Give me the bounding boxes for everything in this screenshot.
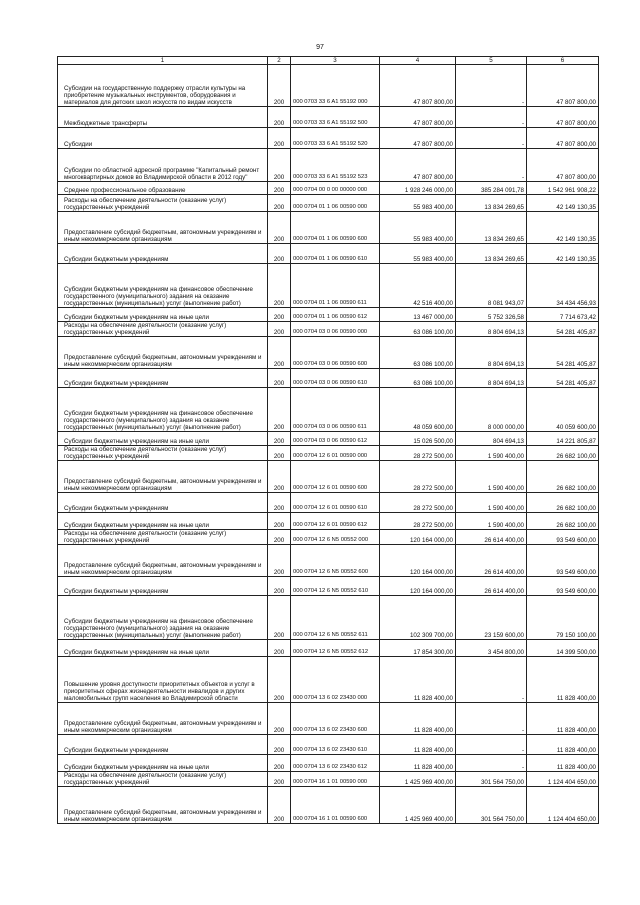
row-code-cell: 200 [268, 461, 291, 493]
row-remaining-amount-cell: 79 150 100,00 [527, 596, 599, 640]
table-row [58, 577, 599, 596]
table-row [58, 755, 599, 772]
row-code-cell: 200 [268, 530, 291, 545]
row-executed-amount-cell: 5 752 326,58 [456, 308, 527, 322]
row-approved-amount-cell: 47 807 800,00 [380, 65, 456, 107]
row-executed-amount-cell: 301 564 750,00 [456, 787, 527, 824]
table-row [58, 182, 599, 195]
row-remaining-amount-cell: 26 682 100,00 [527, 493, 599, 513]
table-row [58, 772, 599, 787]
row-name-cell: Предоставление субсидий бюджетным, автономным учреждениям и иным некоммерческим организациям [58, 703, 268, 735]
table-row [58, 432, 599, 446]
row-remaining-amount-cell: 93 549 600,00 [527, 545, 599, 577]
row-executed-amount-cell: 385 284 091,78 [456, 182, 527, 195]
row-remaining-amount-cell: 47 807 800,00 [527, 128, 599, 149]
row-classification-code-cell: 000 0704 12 6 01 00590 600 [291, 461, 380, 493]
row-executed-amount-cell: - [456, 735, 527, 755]
row-code-cell: 200 [268, 703, 291, 735]
table-row [58, 149, 599, 182]
row-executed-amount-cell: 26 614 400,00 [456, 577, 527, 596]
row-classification-code-cell: 000 0704 01 1 06 00590 600 [291, 212, 380, 244]
row-name-cell: Расходы на обеспечение деятельности (оказание услуг) государственных учреждений [58, 772, 268, 787]
row-approved-amount-cell: 102 309 700,00 [380, 596, 456, 640]
row-approved-amount-cell: 47 807 800,00 [380, 149, 456, 182]
row-code-cell: 200 [268, 264, 291, 308]
table-row [58, 657, 599, 703]
row-code-cell: 200 [268, 65, 291, 107]
row-executed-amount-cell: - [456, 128, 527, 149]
row-remaining-amount-cell: 1 124 404 650,00 [527, 772, 599, 787]
row-code-cell: 200 [268, 195, 291, 212]
row-classification-code-cell: 000 0704 13 6 02 23430 000 [291, 657, 380, 703]
row-executed-amount-cell: 1 590 400,00 [456, 446, 527, 461]
page-number: 97 [316, 44, 324, 51]
row-code-cell: 200 [268, 182, 291, 195]
row-executed-amount-cell: - [456, 149, 527, 182]
row-name-cell: Субсидии бюджетным учреждениям [58, 577, 268, 596]
row-classification-code-cell: 000 0704 16 1 01 00590 600 [291, 787, 380, 824]
row-name-cell: Расходы на обеспечение деятельности (оказание услуг) государственных учреждений [58, 195, 268, 212]
row-remaining-amount-cell: 26 682 100,00 [527, 461, 599, 493]
row-name-cell: Предоставление субсидий бюджетным, автономным учреждениям и иным некоммерческим организациям [58, 461, 268, 493]
row-approved-amount-cell: 55 983 400,00 [380, 244, 456, 264]
row-remaining-amount-cell: 1 542 961 908,22 [527, 182, 599, 195]
row-approved-amount-cell: 15 026 500,00 [380, 432, 456, 446]
budget-table [57, 56, 599, 824]
table-header-row [58, 57, 599, 65]
row-remaining-amount-cell: 1 124 404 650,00 [527, 787, 599, 824]
row-name-cell: Субсидии [58, 128, 268, 149]
row-code-cell: 200 [268, 107, 291, 128]
table-row [58, 787, 599, 824]
column-header: 2 [268, 57, 291, 65]
row-name-cell: Среднее профессиональное образование [58, 182, 268, 195]
row-name-cell: Субсидии бюджетным учреждениям на иные цели [58, 640, 268, 657]
row-approved-amount-cell: 17 854 300,00 [380, 640, 456, 657]
row-remaining-amount-cell: 11 828 400,00 [527, 657, 599, 703]
column-header: 5 [456, 57, 527, 65]
row-approved-amount-cell: 55 983 400,00 [380, 212, 456, 244]
row-code-cell: 200 [268, 337, 291, 369]
row-approved-amount-cell: 120 164 000,00 [380, 530, 456, 545]
row-code-cell: 200 [268, 513, 291, 530]
row-remaining-amount-cell: 14 399 500,00 [527, 640, 599, 657]
row-approved-amount-cell: 63 086 100,00 [380, 322, 456, 337]
row-code-cell: 200 [268, 545, 291, 577]
row-name-cell: Субсидии бюджетным учреждениям [58, 735, 268, 755]
row-executed-amount-cell: 8 081 943,07 [456, 264, 527, 308]
row-classification-code-cell: 000 0703 33 6 A1 55192 500 [291, 107, 380, 128]
row-remaining-amount-cell: 11 828 400,00 [527, 735, 599, 755]
row-code-cell: 200 [268, 577, 291, 596]
table-row [58, 545, 599, 577]
table-row [58, 107, 599, 128]
row-name-cell: Предоставление субсидий бюджетным, автономным учреждениям и иным некоммерческим организациям [58, 212, 268, 244]
row-name-cell: Субсидии бюджетным учреждениям на финансовое обеспечение государственного (муниципального) задания на оказание государственных (муниципальных) услуг (выполнение работ) [58, 264, 268, 308]
row-executed-amount-cell: 8 804 694,13 [456, 322, 527, 337]
row-remaining-amount-cell: 34 434 456,93 [527, 264, 599, 308]
row-executed-amount-cell: 804 694,13 [456, 432, 527, 446]
row-classification-code-cell: 000 0704 01 1 06 00590 611 [291, 264, 380, 308]
row-remaining-amount-cell: 54 281 405,87 [527, 337, 599, 369]
row-name-cell: Субсидии бюджетным учреждениям на иные цели [58, 308, 268, 322]
row-remaining-amount-cell: 7 714 673,42 [527, 308, 599, 322]
row-approved-amount-cell: 63 086 100,00 [380, 369, 456, 388]
row-code-cell: 200 [268, 657, 291, 703]
row-classification-code-cell: 000 0704 12 6 N5 00552 600 [291, 545, 380, 577]
row-executed-amount-cell: 13 834 269,65 [456, 212, 527, 244]
row-remaining-amount-cell: 11 828 400,00 [527, 755, 599, 772]
table-row [58, 308, 599, 322]
row-approved-amount-cell: 11 828 400,00 [380, 657, 456, 703]
row-classification-code-cell: 000 0704 01 1 06 00590 000 [291, 195, 380, 212]
row-approved-amount-cell: 28 272 500,00 [380, 461, 456, 493]
row-remaining-amount-cell: 93 549 600,00 [527, 530, 599, 545]
row-name-cell: Субсидии бюджетным учреждениям [58, 244, 268, 264]
row-classification-code-cell: 000 0704 03 0 06 00590 600 [291, 337, 380, 369]
row-classification-code-cell: 000 0703 33 6 A1 55192 000 [291, 65, 380, 107]
row-classification-code-cell: 000 0704 12 6 N5 00552 000 [291, 530, 380, 545]
row-approved-amount-cell: 28 272 500,00 [380, 446, 456, 461]
row-remaining-amount-cell: 54 281 405,87 [527, 322, 599, 337]
row-approved-amount-cell: 42 516 400,00 [380, 264, 456, 308]
row-code-cell: 200 [268, 432, 291, 446]
column-header: 4 [380, 57, 456, 65]
table-row [58, 388, 599, 432]
row-approved-amount-cell: 1 425 969 400,00 [380, 787, 456, 824]
row-code-cell: 200 [268, 755, 291, 772]
row-remaining-amount-cell: 54 281 405,87 [527, 369, 599, 388]
table-row [58, 195, 599, 212]
row-code-cell: 200 [268, 446, 291, 461]
row-classification-code-cell: 000 0704 01 1 06 00590 612 [291, 308, 380, 322]
table-row [58, 244, 599, 264]
row-remaining-amount-cell: 40 059 600,00 [527, 388, 599, 432]
table-row [58, 596, 599, 640]
row-executed-amount-cell: 1 590 400,00 [456, 461, 527, 493]
row-executed-amount-cell: - [456, 657, 527, 703]
row-name-cell: Расходы на обеспечение деятельности (оказание услуг) государственных учреждений [58, 530, 268, 545]
row-name-cell: Субсидии бюджетным учреждениям на иные цели [58, 755, 268, 772]
row-classification-code-cell: 000 0703 33 6 A1 55192 520 [291, 128, 380, 149]
row-executed-amount-cell: 26 614 400,00 [456, 530, 527, 545]
row-executed-amount-cell: 13 834 269,65 [456, 244, 527, 264]
row-executed-amount-cell: 8 000 000,00 [456, 388, 527, 432]
row-approved-amount-cell: 11 828 400,00 [380, 755, 456, 772]
row-executed-amount-cell: 8 804 694,13 [456, 369, 527, 388]
row-remaining-amount-cell: 11 828 400,00 [527, 703, 599, 735]
row-classification-code-cell: 000 0703 33 6 A1 55192 523 [291, 149, 380, 182]
table-row [58, 530, 599, 545]
row-code-cell: 200 [268, 369, 291, 388]
row-remaining-amount-cell: 42 149 130,35 [527, 212, 599, 244]
table-row [58, 446, 599, 461]
row-approved-amount-cell: 13 467 000,00 [380, 308, 456, 322]
row-name-cell: Субсидии бюджетным учреждениям на иные цели [58, 513, 268, 530]
column-header: 6 [527, 57, 599, 65]
row-name-cell: Субсидии бюджетным учреждениям на финансовое обеспечение государственного (муниципального) задания на оказание государственных (муниципальных) услуг (выполнение работ) [58, 596, 268, 640]
row-executed-amount-cell: 8 804 694,13 [456, 337, 527, 369]
row-executed-amount-cell: 23 159 600,00 [456, 596, 527, 640]
row-classification-code-cell: 000 0704 13 6 02 23430 600 [291, 703, 380, 735]
row-code-cell: 200 [268, 212, 291, 244]
row-code-cell: 200 [268, 322, 291, 337]
row-classification-code-cell: 000 0704 03 0 06 00590 610 [291, 369, 380, 388]
row-approved-amount-cell: 11 828 400,00 [380, 735, 456, 755]
column-header: 3 [291, 57, 380, 65]
column-header: 1 [58, 57, 268, 65]
row-remaining-amount-cell: 26 682 100,00 [527, 513, 599, 530]
row-approved-amount-cell: 28 272 500,00 [380, 513, 456, 530]
row-approved-amount-cell: 47 807 800,00 [380, 107, 456, 128]
row-remaining-amount-cell: 42 149 130,35 [527, 195, 599, 212]
row-code-cell: 200 [268, 149, 291, 182]
row-remaining-amount-cell: 93 549 600,00 [527, 577, 599, 596]
row-classification-code-cell: 000 0704 13 6 02 23430 610 [291, 735, 380, 755]
row-approved-amount-cell: 55 983 400,00 [380, 195, 456, 212]
row-code-cell: 200 [268, 787, 291, 824]
row-name-cell: Субсидии на государственную поддержку отрасли культуры на приобретение музыкальных инструментов, оборудования и материалов для детских школ искусств по видам искусств [58, 65, 268, 107]
row-name-cell: Субсидии бюджетным учреждениям на финансовое обеспечение государственного (муниципального) задания на оказание государственных (муниципальных) услуг (выполнение работ) [58, 388, 268, 432]
row-remaining-amount-cell: 47 807 800,00 [527, 107, 599, 128]
row-name-cell: Предоставление субсидий бюджетным, автономным учреждениям и иным некоммерческим организациям [58, 337, 268, 369]
row-approved-amount-cell: 11 828 400,00 [380, 703, 456, 735]
row-approved-amount-cell: 120 164 000,00 [380, 577, 456, 596]
row-name-cell: Предоставление субсидий бюджетным, автономным учреждениям и иным некоммерческим организациям [58, 787, 268, 824]
row-name-cell: Предоставление субсидий бюджетным, автономным учреждениям и иным некоммерческим организациям [58, 545, 268, 577]
row-classification-code-cell: 000 0704 00 0 00 00000 000 [291, 182, 380, 195]
row-name-cell: Субсидии бюджетным учреждениям [58, 493, 268, 513]
row-executed-amount-cell: - [456, 703, 527, 735]
row-executed-amount-cell: - [456, 65, 527, 107]
row-executed-amount-cell: 1 590 400,00 [456, 493, 527, 513]
row-remaining-amount-cell: 14 221 805,87 [527, 432, 599, 446]
row-executed-amount-cell: - [456, 755, 527, 772]
row-classification-code-cell: 000 0704 16 1 01 00590 000 [291, 772, 380, 787]
row-classification-code-cell: 000 0704 12 6 01 00590 610 [291, 493, 380, 513]
row-executed-amount-cell: - [456, 107, 527, 128]
table-row [58, 703, 599, 735]
row-executed-amount-cell: 26 614 400,00 [456, 545, 527, 577]
row-name-cell: Расходы на обеспечение деятельности (оказание услуг) государственных учреждений [58, 446, 268, 461]
row-remaining-amount-cell: 26 682 100,00 [527, 446, 599, 461]
row-executed-amount-cell: 3 454 800,00 [456, 640, 527, 657]
table-row [58, 735, 599, 755]
row-code-cell: 200 [268, 308, 291, 322]
row-name-cell: Повышение уровня доступности приоритетных объектов и услуг в приоритетных сферах жизнедеятельности инвалидов и других маломобильных групп населения во Владимирской области [58, 657, 268, 703]
row-approved-amount-cell: 1 425 969 400,00 [380, 772, 456, 787]
row-code-cell: 200 [268, 128, 291, 149]
table-row [58, 322, 599, 337]
row-code-cell: 200 [268, 640, 291, 657]
row-classification-code-cell: 000 0704 12 6 N5 00552 612 [291, 640, 380, 657]
row-approved-amount-cell: 47 807 800,00 [380, 128, 456, 149]
table-row [58, 461, 599, 493]
table-row [58, 513, 599, 530]
row-approved-amount-cell: 1 928 246 000,00 [380, 182, 456, 195]
row-classification-code-cell: 000 0704 12 6 01 00590 000 [291, 446, 380, 461]
table-row [58, 212, 599, 244]
row-classification-code-cell: 000 0704 12 6 N5 00552 610 [291, 577, 380, 596]
row-remaining-amount-cell: 42 149 130,35 [527, 244, 599, 264]
row-classification-code-cell: 000 0704 01 1 06 00590 610 [291, 244, 380, 264]
row-name-cell: Расходы на обеспечение деятельности (оказание услуг) государственных учреждений [58, 322, 268, 337]
row-classification-code-cell: 000 0704 03 0 06 00590 000 [291, 322, 380, 337]
row-approved-amount-cell: 48 059 600,00 [380, 388, 456, 432]
table-row [58, 493, 599, 513]
row-name-cell: Межбюджетные трансферты [58, 107, 268, 128]
row-code-cell: 200 [268, 388, 291, 432]
row-name-cell: Субсидии по областной адресной программе "Капитальный ремонт многоквартирных домов во Владимирской области в 2012 году" [58, 149, 268, 182]
row-approved-amount-cell: 63 086 100,00 [380, 337, 456, 369]
row-approved-amount-cell: 120 164 000,00 [380, 545, 456, 577]
row-code-cell: 200 [268, 735, 291, 755]
row-code-cell: 200 [268, 244, 291, 264]
row-name-cell: Субсидии бюджетным учреждениям на иные цели [58, 432, 268, 446]
table-row [58, 128, 599, 149]
row-name-cell: Субсидии бюджетным учреждениям [58, 369, 268, 388]
table-row [58, 369, 599, 388]
table-row [58, 640, 599, 657]
row-classification-code-cell: 000 0704 03 0 06 00590 611 [291, 388, 380, 432]
row-code-cell: 200 [268, 772, 291, 787]
row-code-cell: 200 [268, 493, 291, 513]
row-remaining-amount-cell: 47 807 800,00 [527, 149, 599, 182]
row-code-cell: 200 [268, 596, 291, 640]
row-executed-amount-cell: 301 564 750,00 [456, 772, 527, 787]
row-classification-code-cell: 000 0704 12 6 01 00590 612 [291, 513, 380, 530]
table-row [58, 337, 599, 369]
row-remaining-amount-cell: 47 807 800,00 [527, 65, 599, 107]
row-classification-code-cell: 000 0704 13 6 02 23430 612 [291, 755, 380, 772]
row-approved-amount-cell: 28 272 500,00 [380, 493, 456, 513]
table-row [58, 65, 599, 107]
row-classification-code-cell: 000 0704 03 0 06 00590 612 [291, 432, 380, 446]
row-executed-amount-cell: 1 590 400,00 [456, 513, 527, 530]
row-executed-amount-cell: 13 834 269,65 [456, 195, 527, 212]
row-classification-code-cell: 000 0704 12 6 N5 00552 611 [291, 596, 380, 640]
table-row [58, 264, 599, 308]
